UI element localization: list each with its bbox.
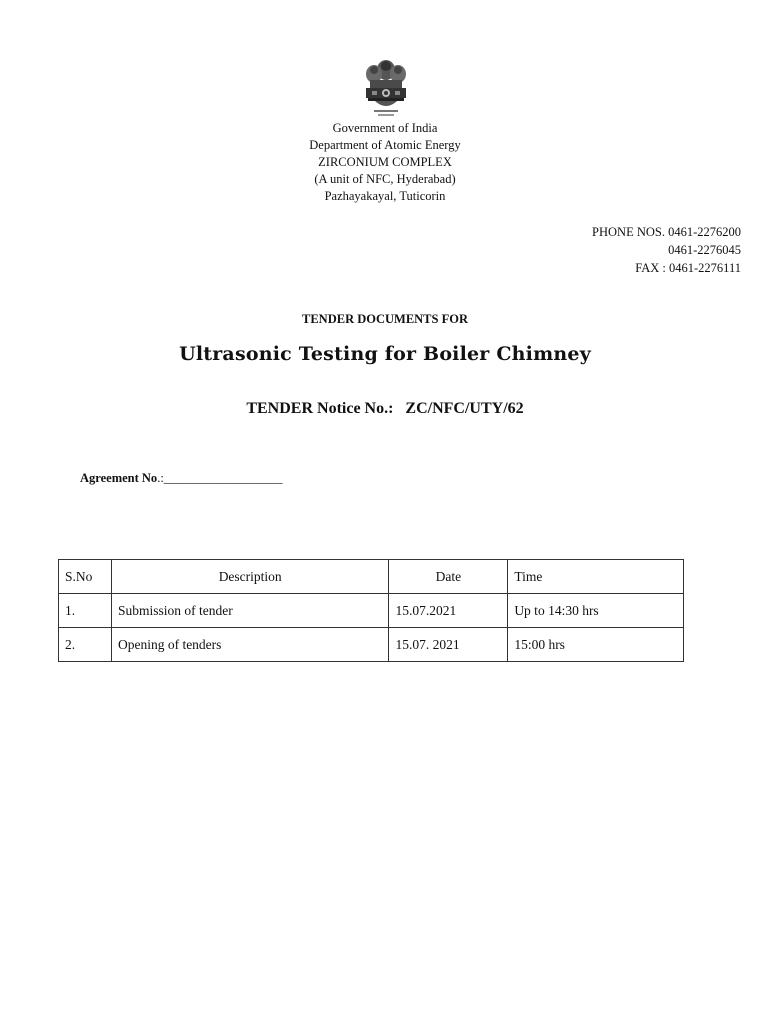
header-time: Time	[508, 560, 684, 594]
header-line-complex: ZIRCONIUM COMPLEX	[318, 155, 452, 169]
row-1-time: Up to 14:30 hrs	[508, 594, 684, 628]
row-1-description: Submission of tender	[111, 594, 388, 628]
agreement-blank: .:___________________	[157, 471, 283, 485]
header-date: Date	[389, 560, 508, 594]
header-sno: S.No	[59, 560, 112, 594]
agreement-number-line	[80, 471, 283, 486]
row-2-sno: 2.	[59, 628, 112, 662]
header-description: Description	[111, 560, 388, 594]
row-1-sno: 1.	[59, 594, 112, 628]
phone-number-1: PHONE NOS. 0461-2276200	[592, 225, 741, 239]
table-row	[59, 628, 684, 662]
tender-title: Ultrasonic Testing for Boiler Chimney	[179, 343, 591, 365]
row-2-time: 15:00 hrs	[508, 628, 684, 662]
state-emblem-icon	[358, 56, 414, 120]
row-2-description: Opening of tenders	[111, 628, 388, 662]
contact-numbers	[592, 223, 741, 277]
tender-notice	[0, 400, 770, 418]
table-header-row	[59, 560, 684, 594]
table-row	[59, 594, 684, 628]
row-2-date: 15.07. 2021	[389, 628, 508, 662]
phone-number-2: 0461-2276045	[668, 243, 741, 257]
tender-notice-number: ZC/NFC/UTY/62	[405, 400, 524, 417]
header-line-government: Government of India	[332, 121, 438, 135]
schedule-table	[58, 559, 684, 662]
agreement-label: Agreement No	[80, 471, 158, 485]
header-line-department: Department of Atomic Energy	[309, 138, 461, 152]
tender-notice-label: TENDER Notice No.:	[246, 400, 394, 417]
header-line-location: Pazhayakayal, Tuticorin	[324, 189, 446, 203]
organization-header	[0, 120, 770, 205]
header-line-unit: (A unit of NFC, Hyderabad)	[314, 172, 456, 186]
row-1-date: 15.07.2021	[389, 594, 508, 628]
tender-documents-heading: TENDER DOCUMENTS FOR	[302, 312, 468, 326]
fax-number: FAX : 0461-2276111	[635, 261, 741, 275]
